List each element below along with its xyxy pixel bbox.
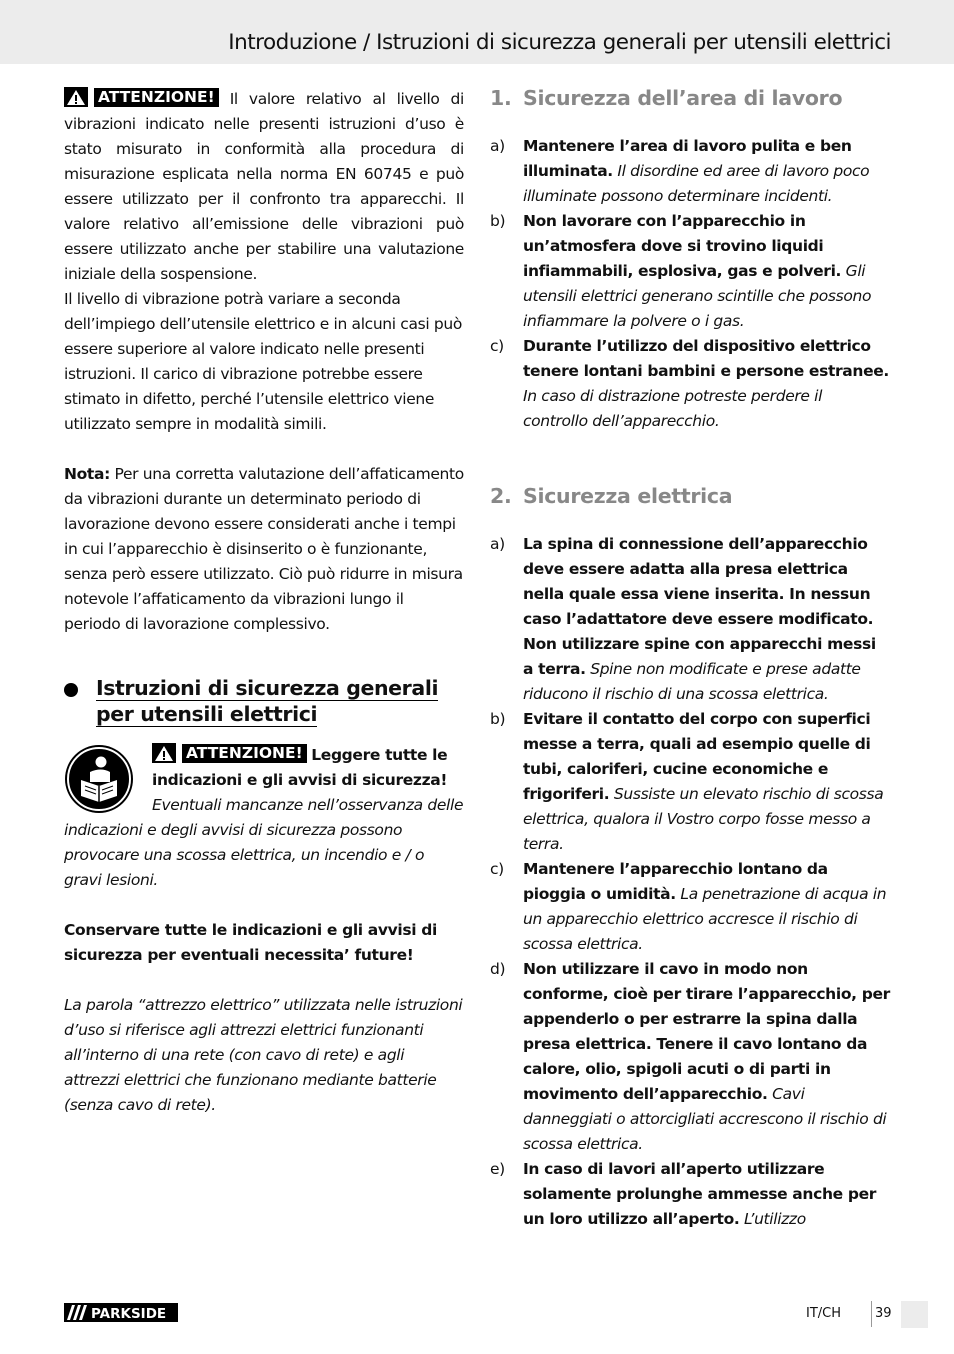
warning-triangle-icon (64, 87, 88, 107)
read-manual-icon (64, 744, 134, 814)
warning-label: ATTENZIONE! (94, 88, 219, 107)
section-work-area (490, 84, 890, 434)
parkside-logo (64, 1303, 178, 1322)
page-number: 39 (875, 1306, 892, 1321)
warning-label: ATTENZIONE! (182, 744, 307, 763)
definition-text: La parola “attrezzo elettrico” utilizzata nelle istruzioni d’uso si riferisce agli attrezzi elettrici funzionanti all’interno di una rete (con cavo di rete) e agli attrezzi elettrici che funzionano mediante batterie (senza cavo di rete). (64, 996, 463, 1114)
section-heading: Istruzioni di sicurezza generali per utensili elettrici (64, 675, 464, 727)
section-electrical (490, 482, 890, 1232)
vibration-paragraph-2: Il livello di vibrazione potrà variare a seconda dell’impiego dell’utensile elettrico e in alcuni casi può essere superiore al valore indicato nelle presenti istruzioni. Il carico di vibrazione potrebbe essere stimato in difetto, perché l’utensile elettrico viene utilizzato sempre in modalità simili. (64, 290, 462, 433)
keep-instructions-text: Conservare tutte le indicazioni e gli avvisi di sicurezza per eventuali necessita’ future! (64, 921, 437, 964)
safety-item: b) Non lavorare con l’apparecchio in un’atmosfera dove si trovino liquidi infiammabili, esplosiva, gas e polveri. Gli utensili elettrici generano scintille che possono infiammare la polvere o i gas. (490, 212, 872, 330)
section-heading-2: 2. Sicurezza elettrica (490, 484, 733, 508)
safety-item: c) Durante l’utilizzo del dispositivo elettrico tenere lontani bambini e persone estranee. In caso di distrazione potreste perdere il controllo dell’apparecchio. (490, 337, 889, 430)
read-italic-text: Eventuali mancanze nell’osservanza delle indicazioni e degli avvisi di sicurezza possono provocare una scossa elettrica, un incendio e / o gravi lesioni. (64, 796, 464, 889)
locale-label: IT/CH (806, 1306, 842, 1321)
safety-item: e) In caso di lavori all’aperto utilizzare solamente prolunghe ammesse anche per un loro utilizzo all’aperto. L’utilizzo (490, 1160, 877, 1228)
safety-item: d) Non utilizzare il cavo in modo non conforme, cioè per tirare l’apparecchio, per appenderlo o per estrarre la spina dalla presa elettrica. Tenere il cavo lontano da calore, olio, spigoli acuti o di parti in movimento dell’apparecchio. Cavi danneggiati o attorcigliati accrescono il rischio di scossa elettrica. (490, 960, 890, 1153)
warning-badge (152, 743, 307, 763)
section-heading-1: 1. Sicurezza dell’area di lavoro (490, 86, 843, 110)
safety-item: a) Mantenere l’area di lavoro pulita e ben illuminata. Il disordine ed aree di lavoro poco illuminate possono determinare incidenti. (490, 137, 870, 205)
brand-text: PARKSIDE (91, 1306, 167, 1322)
note-label: Nota: (64, 465, 110, 483)
note-text: Per una corretta valutazione dell’affaticamento da vibrazioni durante un determinato periodo di lavorazione devono essere considerati anche i tempi in cui l’apparecchio è disinserito o è funzionante, senza però essere utilizzato. Ciò può ridurre in misura notevole l’affaticamento da vibrazioni lungo il periodo di lavorazione complessivo. (64, 465, 464, 633)
page-title: Introduzione / Istruzioni di sicurezza generali per utensili elettrici (228, 30, 891, 55)
bullet-icon (64, 683, 78, 697)
footer-divider (871, 1301, 872, 1327)
safety-item: a) La spina di connessione dell’apparecchio deve essere adatta alla presa elettrica nella quale essa viene inserita. In nessun caso l’adattatore deve essere modificato. Non utilizzare spine con apparecchi messi a terra. Spine non modificate e prese adatte riducono il rischio di una scossa elettrica. (490, 535, 876, 703)
page-header (0, 0, 954, 64)
safety-item: c) Mantenere l’apparecchio lontano da pioggia o umidità. La penetrazione di acqua in un apparecchio elettrico accresce il rischio di scossa elettrica. (490, 860, 887, 953)
read-bold-text: Leggere tutte le indicazioni e gli avvisi di sicurezza! (152, 746, 448, 789)
safety-item: b) Evitare il contatto del corpo con superfici messe a terra, quali ad esempio quelle di tubi, caloriferi, cucine economiche e frigoriferi. Sussiste un elevato rischio di scossa elettrica, qualora il Vostro corpo fosse messo a terra. (490, 710, 884, 853)
note-paragraph (64, 462, 464, 637)
vibration-text: Il valore relativo al livello di vibrazioni indicato nelle presenti istruzioni d’uso è stato misurato in conformità alla procedura di misurazione esplicata nella norma EN 60745 e può essere utilizzato per il confronto tra apparecchi. Il valore relativo all’emissione delle vibrazioni può essere utilizzato anche per stabilire una valutazione iniziale della sospensione. (64, 90, 464, 283)
read-instructions-block (64, 743, 464, 893)
page-corner-box (901, 1301, 928, 1328)
right-column (490, 84, 890, 1232)
warning-triangle-icon (152, 743, 176, 763)
warning-badge (64, 87, 219, 107)
vibration-paragraph (64, 87, 464, 287)
left-column (64, 87, 464, 1118)
